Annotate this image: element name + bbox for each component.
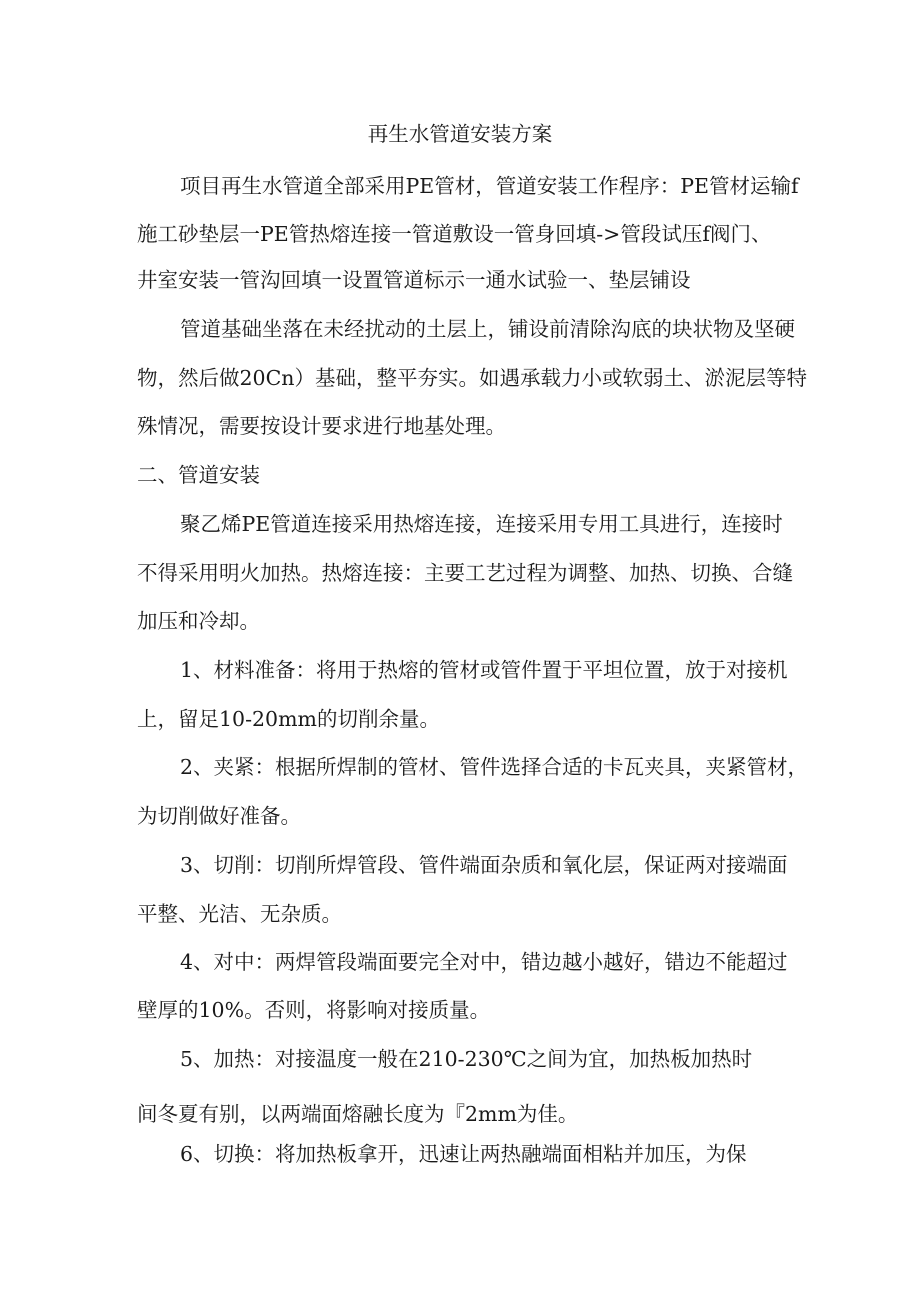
- paragraph-line: 施工砂垫层一PE管热熔连接一管道敷设一管身回填->管段试压f阀门、: [137, 222, 772, 246]
- step-line: 3、切削：切削所焊管段、管件端面杂质和氧化层，保证两对接端面: [180, 853, 788, 877]
- paragraph-line: 管道基础坐落在未经扰动的土层上，铺设前清除沟底的块状物及坚硬: [180, 317, 795, 341]
- section-heading: 二、管道安装: [137, 463, 260, 487]
- paragraph-line: 项目再生水管道全部采用PE管材，管道安装工作程序：PE管材运输f: [180, 174, 799, 198]
- paragraph-line: 殊情况，需要按设计要求进行地基处理。: [137, 414, 506, 438]
- step-line: 4、对中：两焊管段端面要完全对中，错边越小越好，错边不能超过: [180, 950, 788, 974]
- paragraph-line: 物，然后做20Cn）基础，整平夯实。如遇承载力小或软弱土、淤泥层等特: [137, 366, 807, 390]
- paragraph-line: 聚乙烯PE管道连接采用热熔连接，连接采用专用工具进行，连接时: [180, 512, 783, 536]
- paragraph-line: 加压和冷却。: [137, 609, 260, 633]
- paragraph-line: 井室安装一管沟回填一设置管道标示一通水试验一、垫层铺设: [137, 268, 691, 292]
- step-line: 为切削做好准备。: [137, 804, 301, 828]
- step-line: 壁厚的10%。否则，将影响对接质量。: [137, 998, 491, 1022]
- step-line: 1、材料准备：将用于热熔的管材或管件置于平坦位置，放于对接机: [180, 658, 788, 682]
- step-line: 2、夹紧：根据所焊制的管材、管件选择合适的卡瓦夹具，夹紧管材，: [180, 755, 809, 779]
- step-line: 间冬夏有别，以两端面熔融长度为『2mm为佳。: [137, 1102, 579, 1126]
- step-line: 5、加热：对接温度一般在210-230℃之间为宜，加热板加热时: [180, 1047, 753, 1071]
- paragraph-line: 不得采用明火加热。热熔连接：主要工艺过程为调整、加热、切换、合缝: [137, 561, 793, 585]
- step-line: 6、切换：将加热板拿开，迅速让两热融端面相粘并加压，为保: [180, 1142, 747, 1166]
- step-line: 平整、光洁、无杂质。: [137, 902, 342, 926]
- document-title: 再生水管道安装方案: [367, 122, 553, 146]
- step-line: 上，留足10-20mm的切削余量。: [137, 707, 440, 731]
